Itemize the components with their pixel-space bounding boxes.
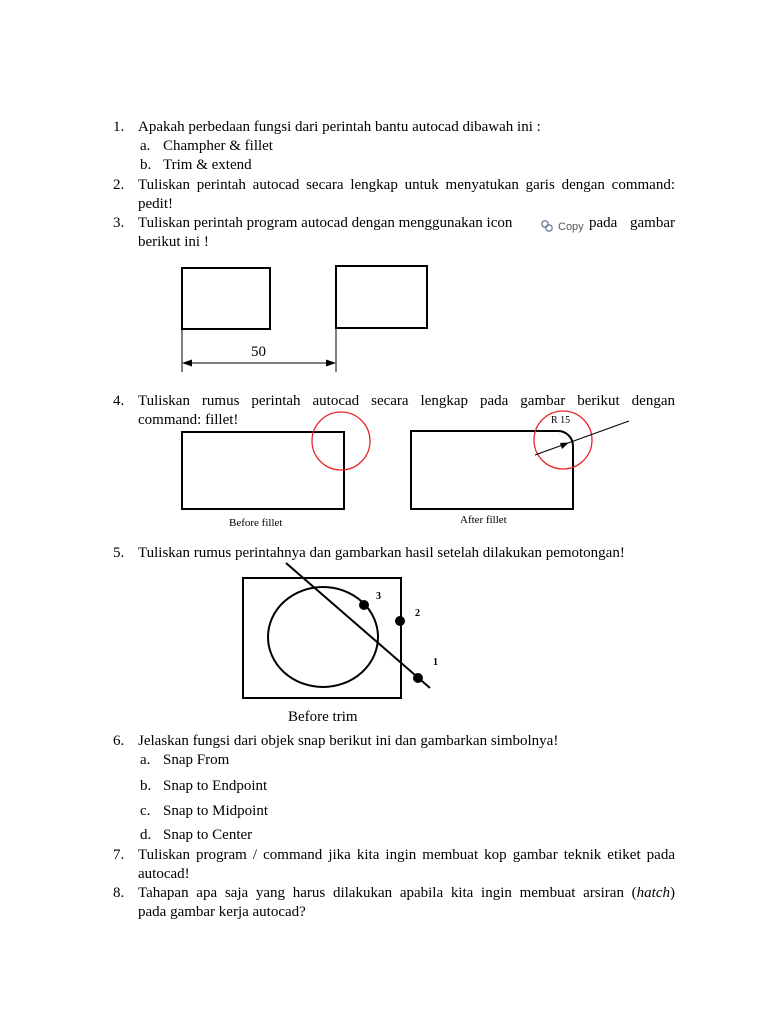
trim-point-1 xyxy=(413,673,423,683)
q7-number: 7. xyxy=(113,847,125,863)
q8-line1a: Tahapan apa saja yang harus dilakukan apabila kita ingin membuat arsiran ( xyxy=(138,885,637,901)
q3-line2: berikut ini ! xyxy=(138,234,209,250)
q4-line1: Tuliskan rumus perintah autocad secara lengkap pada gambar berikut dengan xyxy=(138,393,675,409)
before-fillet-caption: Before fillet xyxy=(229,517,283,529)
q2-number: 2. xyxy=(113,177,125,193)
q6-b-letter: b. xyxy=(140,778,152,794)
q1-a-text: Champher & fillet xyxy=(163,138,273,154)
q4-line2: command: fillet! xyxy=(138,412,239,428)
q6-text: Jelaskan fungsi dari objek snap berikut ini dan gambarkan simbolnya! xyxy=(138,733,559,749)
point-3-label: 3 xyxy=(376,591,381,602)
q6-c-text: Snap to Midpoint xyxy=(163,803,269,819)
trim-point-2 xyxy=(395,616,405,626)
radius-label: R 15 xyxy=(551,415,571,426)
q6-d-text: Snap to Center xyxy=(163,827,253,843)
q2-line2: pedit! xyxy=(138,196,173,212)
after-fillet-caption: After fillet xyxy=(460,514,507,526)
q5-number: 5. xyxy=(113,545,125,561)
q3-line1a: Tuliskan perintah program autocad dengan menggunakan icon xyxy=(138,215,513,231)
q8-hatch-italic: hatch xyxy=(636,885,670,901)
q1-b-letter: b. xyxy=(140,157,152,173)
q1-a-letter: a. xyxy=(140,138,151,154)
copy-label: Copy xyxy=(558,221,584,233)
q1-text: Apakah perbedaan fungsi dari perintah bantu autocad dibawah ini : xyxy=(138,119,541,135)
q5-text: Tuliskan rumus perintahnya dan gambarkan hasil setelah dilakukan pemotongan! xyxy=(138,545,625,561)
q8-line2: pada gambar kerja autocad? xyxy=(138,904,306,920)
q6-b-text: Snap to Endpoint xyxy=(163,778,268,794)
q6-a-letter: a. xyxy=(140,752,151,768)
q6-d-letter: d. xyxy=(140,827,152,843)
q8-line1 xyxy=(138,884,675,904)
point-1-label: 1 xyxy=(433,657,438,668)
q1-b-text: Trim & extend xyxy=(163,157,252,173)
point-2-label: 2 xyxy=(415,608,420,619)
q6-a-text: Snap From xyxy=(163,752,230,768)
q8-line1b: ) xyxy=(670,885,675,901)
q1-number: 1. xyxy=(113,119,125,135)
q6-number: 6. xyxy=(113,733,125,749)
q4-number: 4. xyxy=(113,393,125,409)
before-trim-caption: Before trim xyxy=(288,709,358,725)
q7-line1: Tuliskan program / command jika kita ingin membuat kop gambar teknik etiket pada xyxy=(138,847,675,863)
q3-number: 3. xyxy=(113,215,125,231)
dimension-label: 50 xyxy=(251,344,266,360)
q3-line1b: pada gambar xyxy=(589,215,675,231)
q2-line1: Tuliskan perintah autocad secara lengkap untuk menyatukan garis dengan command: xyxy=(138,177,675,193)
q8-number: 8. xyxy=(113,885,125,901)
q7-line2: autocad! xyxy=(138,866,190,882)
q6-c-letter: c. xyxy=(140,803,151,819)
trim-point-3 xyxy=(359,600,369,610)
